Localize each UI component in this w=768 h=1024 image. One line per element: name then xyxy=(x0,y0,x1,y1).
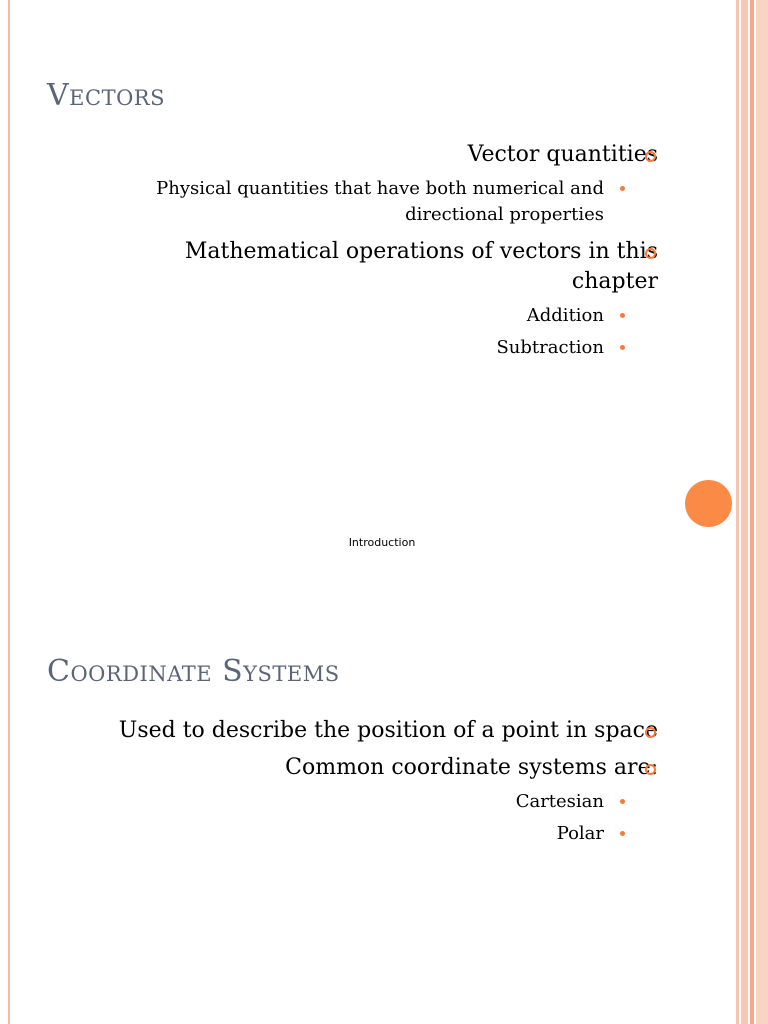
bullet-level2: Polar xyxy=(556,823,604,844)
bullet-level1: Mathematical operations of vectors in this xyxy=(184,239,658,264)
circle-bullet-icon xyxy=(645,764,656,775)
bullet-level1-continuation: chapter xyxy=(571,269,658,294)
left-border xyxy=(8,0,10,1024)
bullet-level2: Addition xyxy=(526,305,604,326)
slide-footer-label: Introduction xyxy=(348,536,416,549)
dot-bullet-icon xyxy=(620,831,625,836)
bullet-level2-continuation: directional properties xyxy=(405,204,604,225)
dot-bullet-icon xyxy=(620,186,625,191)
right-stripe xyxy=(750,0,754,1024)
circle-bullet-icon xyxy=(645,727,656,738)
circle-bullet-icon xyxy=(645,151,656,162)
dot-bullet-icon xyxy=(620,313,625,318)
bullet-level1: Common coordinate systems are: xyxy=(285,755,658,780)
slide-title-vectors: Vectors xyxy=(47,78,165,113)
bullet-level2: Cartesian xyxy=(515,791,604,812)
bullet-level2: Subtraction xyxy=(496,337,604,358)
dot-bullet-icon xyxy=(620,799,625,804)
right-stripe xyxy=(741,0,748,1024)
dot-bullet-icon xyxy=(620,345,625,350)
right-stripe xyxy=(756,0,768,1024)
circle-bullet-icon xyxy=(645,248,656,259)
bullet-level1: Vector quantities xyxy=(467,142,658,167)
bullet-level2: Physical quantities that have both numerical and xyxy=(156,178,604,199)
decorative-circle xyxy=(685,480,732,527)
slide-title-coordinate-systems: Coordinate Systems xyxy=(47,654,340,689)
bullet-level1: Used to describe the position of a point in space xyxy=(118,718,658,743)
right-stripe xyxy=(736,0,739,1024)
